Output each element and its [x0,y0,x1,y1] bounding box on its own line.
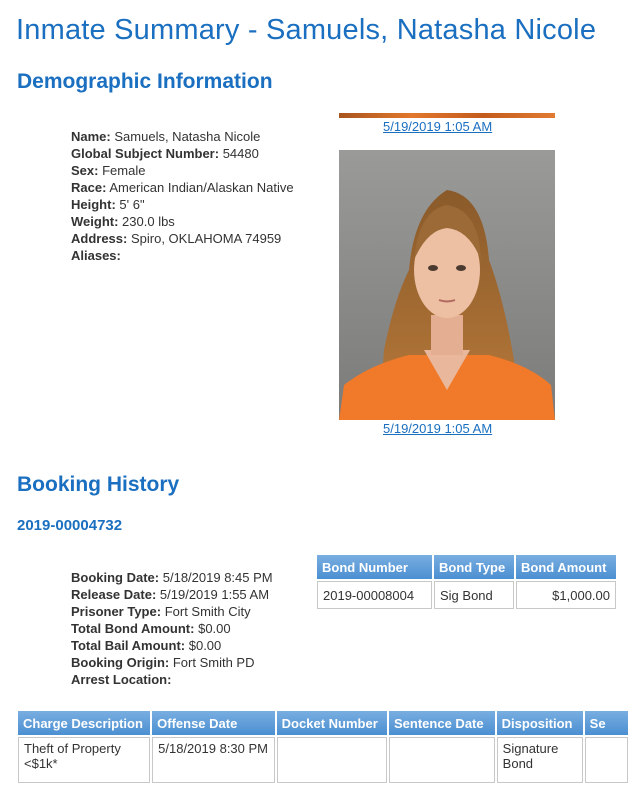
sentence-cell [585,737,628,783]
field-value: 5' 6" [119,197,145,212]
photo-date-link[interactable]: 5/19/2019 1:05 AM [383,119,493,134]
field-label: Booking Origin: [71,655,170,670]
disposition-cell: Signature Bond [497,737,583,783]
field-value: Fort Smith City [164,604,251,619]
field-value: 230.0 lbs [122,214,175,229]
charge-description-header[interactable]: Charge Description [18,711,150,735]
field-value: Spiro, OKLAHOMA 74959 [130,231,282,246]
field-value: $0.00 [198,621,231,636]
demographic-heading: Demographic Information [17,70,273,93]
field-value: Female [102,163,146,178]
booking-history-heading: Booking History [17,473,180,496]
field-value: Fort Smith PD [172,655,255,670]
field-label: Race: [71,180,107,195]
sentence-date-cell [389,737,495,783]
field-value: 5/18/2019 8:45 PM [162,570,273,585]
bond-amount-header[interactable]: Bond Amount [516,555,616,579]
disposition-header[interactable]: Disposition [497,711,583,735]
field-label: Arrest Location: [71,672,172,687]
bond-type-cell: Sig Bond [434,581,514,609]
table-row [18,737,628,783]
docket-number-header[interactable]: Docket Number [277,711,387,735]
bond-amount-cell: $1,000.00 [516,581,616,609]
charge-table [16,709,630,785]
field-label: Name: [71,129,111,144]
field-label: Aliases: [71,248,121,263]
field-value: Samuels, Natasha Nicole [114,129,261,144]
field-label: Sex: [71,163,99,178]
field-label: Total Bail Amount: [71,638,186,653]
field-value: $0.00 [188,638,222,653]
charge-description-cell: Theft of Property <$1k* [18,737,150,783]
offense-date-header[interactable]: Offense Date [152,711,275,735]
field-label: Release Date: [71,587,157,602]
bond-number-cell: 2019-00008004 [317,581,432,609]
bond-type-header[interactable]: Bond Type [434,555,514,579]
sentence-date-header[interactable]: Sentence Date [389,711,495,735]
charge-table-header-row [18,711,628,735]
bond-number-header[interactable]: Bond Number [317,555,432,579]
booking-number[interactable]: 2019-00004732 [17,517,123,534]
field-value: 5/19/2019 1:55 AM [159,587,270,602]
field-value: American Indian/Alaskan Native [109,180,294,195]
field-label: Global Subject Number: [71,146,220,161]
field-label: Height: [71,197,116,212]
page-title: Inmate Summary - Samuels, Natasha Nicole [16,14,597,46]
field-label: Address: [71,231,128,246]
field-label: Prisoner Type: [71,604,162,619]
offense-date-cell: 5/18/2019 8:30 PM [152,737,275,783]
sentence-header[interactable]: Se [585,711,628,735]
field-value: 54480 [222,146,259,161]
field-label: Weight: [71,214,119,229]
docket-number-cell [277,737,387,783]
field-label: Booking Date: [71,570,160,585]
field-label: Total Bond Amount: [71,621,195,636]
photo-date-link[interactable]: 5/19/2019 1:05 AM [383,421,493,436]
